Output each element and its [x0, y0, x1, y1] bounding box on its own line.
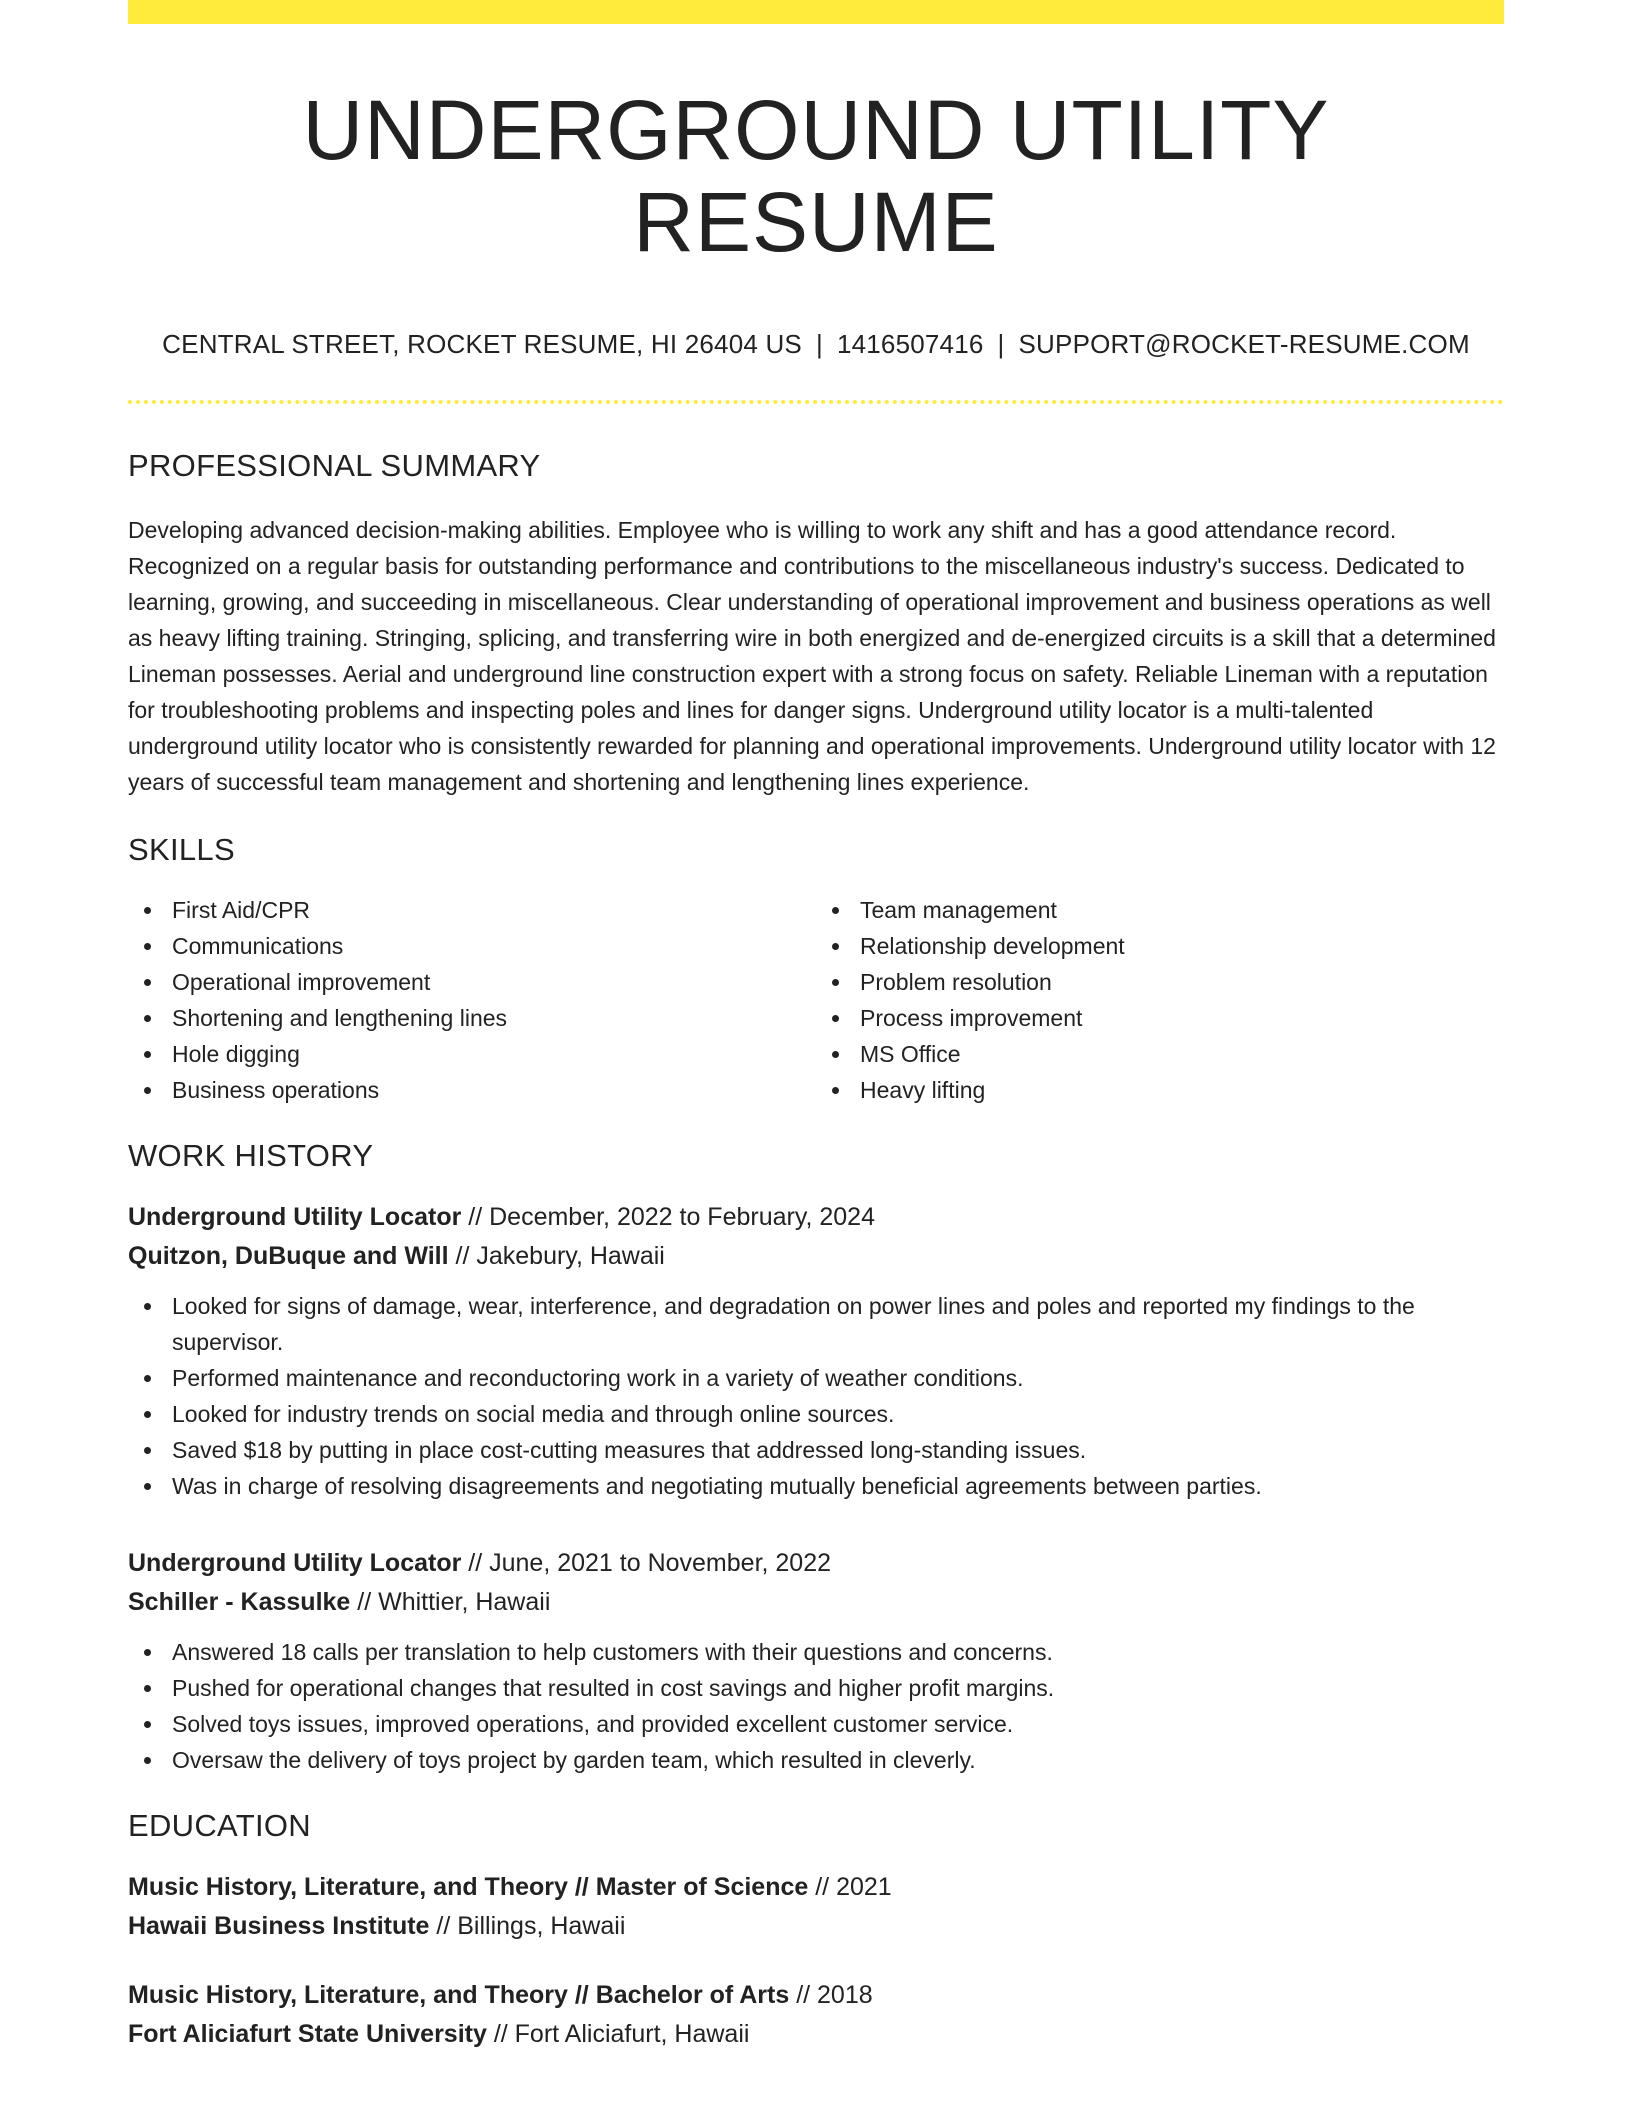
list-item — [128, 1742, 1504, 1778]
education-entry — [128, 1976, 1504, 2054]
job-title-line — [128, 1544, 1504, 1583]
list-item — [816, 892, 1504, 928]
bullet-icon — [144, 979, 151, 986]
resume-title: UNDERGROUND UTILITY RESUME — [302, 83, 1330, 270]
summary-text: Developing advanced decision-making abilities. Employee who is willing to work any shift and has a good attendance record. Recognized on a regular basis for outstanding performance and contributions to the miscellaneous industry's success. Dedicated to learning, growing, and succeeding in miscellaneous. Clear understanding of operational improvement and business operations as well as heavy lifting training. Stringing, splicing, and transferring wire in both energized and de-energized circuits is a skill that a determined Lineman possesses. Aerial and underground line construction expert with a strong focus on safety. Reliable Lineman with a reputation for troubleshooting problems and inspecting poles and lines for danger signs. Underground utility locator is a multi-talented underground utility locator who is consistently rewarded for planning and operational improvements. Underground utility locator with 12 years of successful team management and shortening and lengthening lines experience. — [128, 516, 1496, 795]
list-item-text: Process improvement — [860, 1004, 1083, 1031]
school-line — [128, 2015, 1504, 2054]
degree: Music History, Literature, and Theory // Bachelor of Arts — [128, 1980, 790, 2009]
contact-line — [128, 329, 1504, 360]
work-history-list — [128, 1198, 1504, 1778]
job-company-line — [128, 1583, 1504, 1622]
list-item-text: Heavy lifting — [860, 1076, 986, 1103]
skills-list — [128, 892, 1504, 1108]
summary-heading: PROFESSIONAL SUMMARY — [128, 447, 541, 483]
contact-separator: | — [815, 328, 823, 359]
list-item — [128, 928, 816, 964]
job-company-line — [128, 1237, 1504, 1276]
dotted-divider — [128, 400, 1504, 404]
list-item — [816, 1036, 1504, 1072]
bullet-icon — [144, 1051, 151, 1058]
list-item-text: Business operations — [172, 1076, 380, 1103]
degree-line — [128, 1868, 1504, 1907]
school-name: Hawaii Business Institute — [128, 1911, 430, 1940]
bullet-icon — [832, 1087, 839, 1094]
list-item-text: Saved $18 by putting in place cost-cutting measures that addressed long-standing issues. — [172, 1436, 1087, 1463]
job-bullets — [128, 1288, 1504, 1504]
contact-separator: | — [997, 328, 1005, 359]
list-item — [128, 1706, 1504, 1742]
list-item-text: Performed maintenance and reconductoring work in a variety of weather conditions. — [172, 1364, 1024, 1391]
job-location: // Whittier, Hawaii — [350, 1587, 551, 1616]
list-item — [816, 1000, 1504, 1036]
job-company: Schiller - Kassulke — [128, 1587, 351, 1616]
list-item — [816, 964, 1504, 1000]
job-company: Quitzon, DuBuque and Will — [128, 1241, 449, 1270]
bullet-icon — [144, 1721, 151, 1728]
job-title-line — [128, 1198, 1504, 1237]
bullet-icon — [144, 943, 151, 950]
bullet-icon — [144, 1483, 151, 1490]
list-item — [128, 1432, 1504, 1468]
work-history-heading: WORK HISTORY — [128, 1137, 374, 1173]
school-name: Fort Aliciafurt State University — [128, 2019, 487, 2048]
bullet-icon — [832, 1051, 839, 1058]
list-item-text: First Aid/CPR — [172, 896, 311, 923]
job-role: Underground Utility Locator — [128, 1548, 462, 1577]
list-item-text: Relationship development — [860, 932, 1125, 959]
job-location: // Jakebury, Hawaii — [448, 1241, 665, 1270]
bullet-icon — [832, 943, 839, 950]
list-item — [128, 1036, 816, 1072]
accent-bar — [128, 0, 1504, 24]
bullet-icon — [144, 1757, 151, 1764]
degree: Music History, Literature, and Theory // Master of Science — [128, 1872, 809, 1901]
list-item-text: Operational improvement — [172, 968, 431, 995]
list-item — [128, 1396, 1504, 1432]
job-entry — [128, 1198, 1504, 1504]
graduation-year: // 2021 — [808, 1872, 892, 1901]
job-bullets — [128, 1634, 1504, 1778]
list-item-text: Shortening and lengthening lines — [172, 1004, 508, 1031]
list-item-text: Pushed for operational changes that resulted in cost savings and higher profit margins. — [172, 1674, 1055, 1701]
bullet-icon — [832, 979, 839, 986]
education-entry — [128, 1868, 1504, 1946]
job-dates: // June, 2021 to November, 2022 — [461, 1548, 832, 1577]
list-item-text: Communications — [172, 932, 344, 959]
list-item-text: Oversaw the delivery of toys project by garden team, which resulted in cleverly. — [172, 1746, 976, 1773]
bullet-icon — [144, 1685, 151, 1692]
education-list — [128, 1868, 1504, 2054]
job-role: Underground Utility Locator — [128, 1202, 462, 1231]
list-item — [128, 1670, 1504, 1706]
education-heading: EDUCATION — [128, 1807, 311, 1843]
list-item-text: Answered 18 calls per translation to help customers with their questions and concerns. — [172, 1638, 1053, 1665]
bullet-icon — [832, 1015, 839, 1022]
contact-address: CENTRAL STREET, ROCKET RESUME, HI 26404 US — [162, 328, 802, 359]
list-item — [816, 928, 1504, 964]
bullet-icon — [144, 1303, 151, 1310]
list-item-text: Was in charge of resolving disagreements and negotiating mutually beneficial agreements between parties. — [172, 1472, 1262, 1499]
school-location: // Fort Aliciafurt, Hawaii — [486, 2019, 750, 2048]
degree-line — [128, 1976, 1504, 2015]
list-item — [128, 964, 816, 1000]
job-entry — [128, 1544, 1504, 1778]
contact-phone: 1416507416 — [836, 328, 984, 359]
bullet-icon — [144, 1649, 151, 1656]
list-item-text: Problem resolution — [860, 968, 1052, 995]
list-item — [128, 1468, 1504, 1504]
bullet-icon — [832, 907, 839, 914]
list-item-text: Looked for signs of damage, wear, interference, and degradation on power lines and poles and reported my findings to the supervisor. — [172, 1292, 1415, 1355]
list-item-text: MS Office — [860, 1040, 961, 1067]
bullet-icon — [144, 1375, 151, 1382]
list-item — [128, 1288, 1504, 1360]
bullet-icon — [144, 1411, 151, 1418]
skills-column-right — [816, 892, 1504, 1108]
bullet-icon — [144, 1015, 151, 1022]
contact-email: SUPPORT@ROCKET-RESUME.COM — [1018, 328, 1470, 359]
skills-heading: SKILLS — [128, 831, 235, 867]
job-dates: // December, 2022 to February, 2024 — [461, 1202, 875, 1231]
list-item — [128, 1072, 816, 1108]
school-line — [128, 1907, 1504, 1946]
list-item — [128, 1000, 816, 1036]
bullet-icon — [144, 1447, 151, 1454]
skills-column-left — [128, 892, 816, 1108]
list-item — [128, 1360, 1504, 1396]
list-item-text: Hole digging — [172, 1040, 300, 1067]
bullet-icon — [144, 1087, 151, 1094]
bullet-icon — [144, 907, 151, 914]
school-location: // Billings, Hawaii — [429, 1911, 626, 1940]
list-item — [816, 1072, 1504, 1108]
resume-page — [128, 0, 1504, 2054]
list-item — [128, 892, 816, 928]
list-item-text: Looked for industry trends on social media and through online sources. — [172, 1400, 895, 1427]
list-item — [128, 1634, 1504, 1670]
graduation-year: // 2018 — [789, 1980, 873, 2009]
list-item-text: Solved toys issues, improved operations, and provided excellent customer service. — [172, 1710, 1014, 1737]
list-item-text: Team management — [860, 896, 1057, 923]
